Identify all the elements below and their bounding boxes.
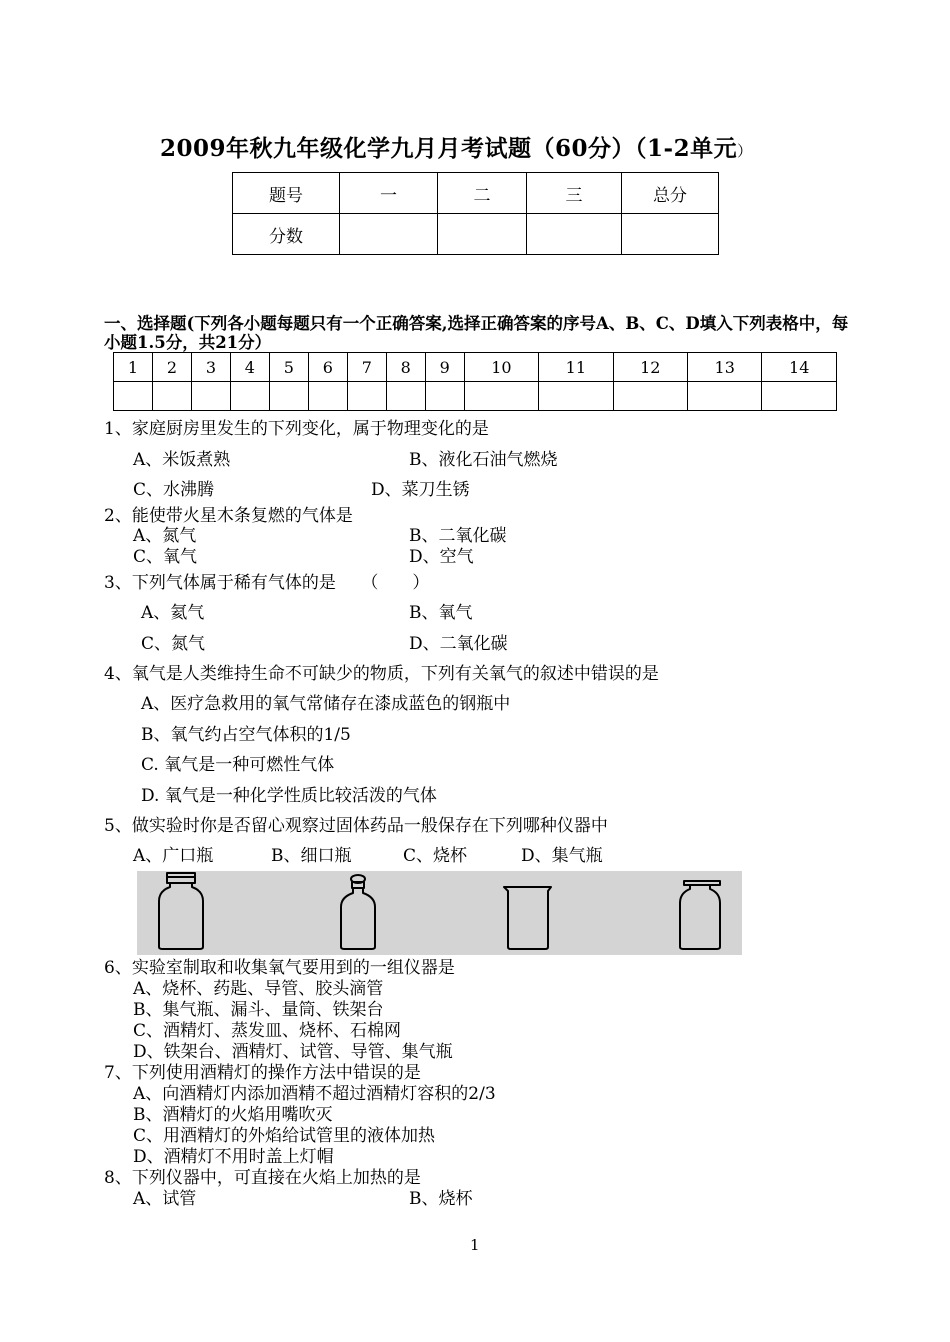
beaker-icon <box>504 887 551 949</box>
answer-number: 5 <box>269 353 308 382</box>
question-6-option-c: C、酒精灯、蒸发皿、烧杯、石棉网 <box>133 1021 402 1041</box>
answer-cell[interactable] <box>114 382 153 411</box>
answer-cell[interactable] <box>347 382 386 411</box>
question-2-option-c: C、氧气 <box>133 547 198 567</box>
question-8-option-b: B、烧杯 <box>409 1189 473 1209</box>
question-3-option-d: D、二氧化碳 <box>409 634 508 654</box>
question-2-option-b: B、二氧化碳 <box>409 526 507 546</box>
question-5-option-c: C、烧杯 <box>403 846 468 866</box>
answer-number: 7 <box>347 353 386 382</box>
question-8-option-a: A、试管 <box>133 1189 197 1209</box>
question-6-option-b: B、集气瓶、漏斗、量筒、铁架台 <box>133 1000 384 1020</box>
answer-cell[interactable] <box>386 382 425 411</box>
question-3-option-c: C、氮气 <box>141 634 206 654</box>
question-6-option-d: D、铁架台、酒精灯、试管、导管、集气瓶 <box>133 1042 453 1062</box>
narrow-mouth-bottle-icon <box>341 875 375 949</box>
answer-cell[interactable] <box>230 382 269 411</box>
answer-cell[interactable] <box>269 382 308 411</box>
question-7-stem: 7、下列使用酒精灯的操作方法中错误的是 <box>104 1063 421 1083</box>
answer-number: 2 <box>152 353 191 382</box>
question-4-option-b: B、氧气约占空气体积的1/5 <box>141 725 351 745</box>
question-7-option-d: D、酒精灯不用时盖上灯帽 <box>133 1147 334 1167</box>
score-cell[interactable] <box>340 214 438 255</box>
question-4-option-a: A、医疗急救用的氧气常储存在漆成蓝色的钢瓶中 <box>141 694 511 714</box>
glassware-illustration <box>137 871 742 955</box>
answer-cell[interactable] <box>425 382 464 411</box>
answer-number: 1 <box>114 353 153 382</box>
answer-cell[interactable] <box>464 382 538 411</box>
question-3-option-b: B、氧气 <box>409 603 473 623</box>
answer-number: 11 <box>539 353 613 382</box>
answer-cell[interactable] <box>191 382 230 411</box>
score-value-row <box>233 214 719 255</box>
question-1-option-b: B、液化石油气燃烧 <box>409 450 558 470</box>
page-title: 2009年秋九年级化学九月月考试题（60分）（1-2单元） <box>160 135 753 162</box>
question-6-stem: 6、实验室制取和收集氧气要用到的一组仪器是 <box>104 958 455 978</box>
answer-cell[interactable] <box>308 382 347 411</box>
score-header-cell: 三 <box>527 173 622 214</box>
page-number: 1 <box>470 1236 480 1254</box>
gas-collecting-bottle-icon <box>680 881 720 949</box>
answer-cell[interactable] <box>152 382 191 411</box>
question-5-stem: 5、做实验时你是否留心观察过固体药品一般保存在下列哪种仪器中 <box>104 816 608 836</box>
score-header-cell: 题号 <box>233 173 340 214</box>
question-7-option-a: A、向酒精灯内添加酒精不超过酒精灯容积的2/3 <box>133 1084 496 1104</box>
score-row-label: 分数 <box>233 214 340 255</box>
answer-number: 10 <box>464 353 538 382</box>
question-5-option-a: A、广口瓶 <box>133 846 214 866</box>
question-3-stem: 3、下列气体属于稀有气体的是 （ ） <box>104 573 430 593</box>
question-8-stem: 8、下列仪器中，可直接在火焰上加热的是 <box>104 1168 421 1188</box>
wide-mouth-bottle-icon <box>159 873 203 949</box>
question-6-option-a: A、烧杯、药匙、导管、胶头滴管 <box>133 979 384 999</box>
question-1-option-a: A、米饭煮熟 <box>133 450 231 470</box>
glassware-drawing <box>137 871 742 955</box>
score-header-row <box>233 173 719 214</box>
question-2-stem: 2、能使带火星木条复燃的气体是 <box>104 506 353 526</box>
question-5-option-d: D、集气瓶 <box>521 846 603 866</box>
score-header-cell: 一 <box>340 173 438 214</box>
question-3-option-a: A、氦气 <box>141 603 205 623</box>
score-header-cell: 总分 <box>622 173 719 214</box>
answer-cell[interactable] <box>539 382 613 411</box>
question-2-option-d: D、空气 <box>409 547 474 567</box>
answer-number: 6 <box>308 353 347 382</box>
score-table <box>232 172 719 255</box>
question-7-option-c: C、用酒精灯的外焰给试管里的液体加热 <box>133 1126 436 1146</box>
answer-number: 14 <box>762 353 837 382</box>
answer-cell[interactable] <box>613 382 687 411</box>
answer-blank-row <box>114 382 837 411</box>
question-1-option-d: D、菜刀生锈 <box>371 480 470 500</box>
answer-number: 8 <box>386 353 425 382</box>
answer-number: 12 <box>613 353 687 382</box>
question-5-option-b: B、细口瓶 <box>271 846 352 866</box>
question-1-stem: 1、家庭厨房里发生的下列变化，属于物理变化的是 <box>104 419 489 439</box>
score-cell[interactable] <box>622 214 719 255</box>
answer-cell[interactable] <box>762 382 837 411</box>
answer-cell[interactable] <box>687 382 761 411</box>
score-header-cell: 二 <box>438 173 527 214</box>
question-7-option-b: B、酒精灯的火焰用嘴吹灭 <box>133 1105 333 1125</box>
answer-number: 9 <box>425 353 464 382</box>
answer-number-row <box>114 353 837 382</box>
answer-number: 4 <box>230 353 269 382</box>
score-cell[interactable] <box>438 214 527 255</box>
question-4-option-c: C. 氧气是一种可燃性气体 <box>141 755 335 775</box>
answer-number: 13 <box>687 353 761 382</box>
question-1-option-c: C、水沸腾 <box>133 480 215 500</box>
question-2-option-a: A、氮气 <box>133 526 197 546</box>
answer-table <box>113 352 837 411</box>
question-4-stem: 4、氧气是人类维持生命不可缺少的物质，下列有关氧气的叙述中错误的是 <box>104 664 659 684</box>
section-heading: 一、选择题(下列各小题每题只有一个正确答案,选择正确答案的序号A、B、C、D填入下列表格中，每小题1.5分，共21分） <box>104 314 849 352</box>
question-4-option-d: D. 氧气是一种化学性质比较活泼的气体 <box>141 786 437 806</box>
score-cell[interactable] <box>527 214 622 255</box>
answer-number: 3 <box>191 353 230 382</box>
